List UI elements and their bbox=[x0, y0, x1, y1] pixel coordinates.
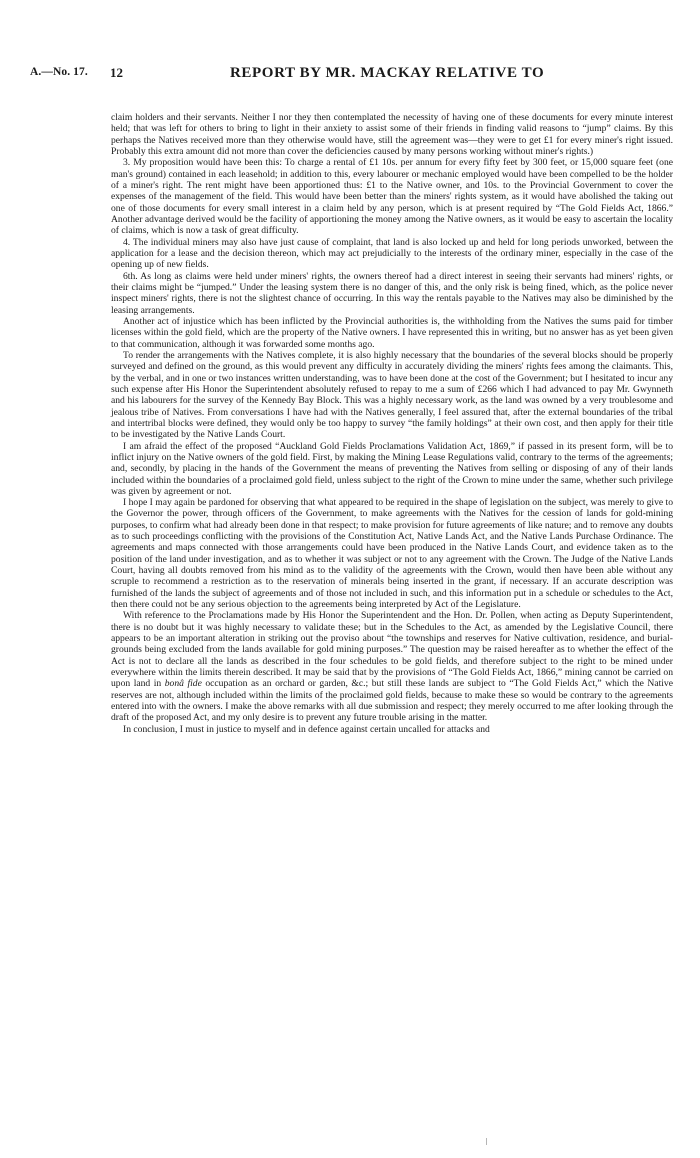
report-body bbox=[111, 112, 673, 735]
paragraph: claim holders and their servants. Neither I nor they then contemplated the necessity of having one of these documents for every minute interest held; that was left for others to bring to light in their anxiety to assist some of their friends in finding valid reasons to “jump” claims. By this perhaps the Natives received more than they otherwise would have, still the agreement was—they were to get £1 for every miner's right issued. Probably this extra amount did not more than cover the deficiencies caused by many persons working without miner's rights.) bbox=[111, 112, 673, 157]
document-reference: A.—No. 17. bbox=[30, 66, 88, 78]
paragraph: To render the arrangements with the Natives complete, it is also highly necessary that the boundaries of the several blocks should be properly surveyed and defined on the ground, as this would prevent any difficulty in accurately dividing the miners' rights fees among the claimants. This, by the verbal, and in one or two instances written understanding, was to have been done at the cost of the Government; but I hesitated to incur any such expense after His Honor the Superintendent absolutely refused to repay to me a sum of £266 which I had advanced to pay Mr. Gwynneth and his labourers for the survey of the Kennedy Bay Block. This was a highly necessary work, as the land was owned by a very troublesome and jealous tribe of Natives. From conversations I have had with the Natives generally, I feel assured that, after the external boundaries of the tribal and intertribal blocks were defined, they would only be too happy to survey “the family holdings” at their own cost, and then apply for their title to be investigated by the Native Lands Court. bbox=[111, 349, 673, 441]
paragraph: Another act of injustice which has been inflicted by the Provincial authorities is, the withholding from the Natives the sums paid for timber licenses within the gold field, which are the property of the Native owners. I have represented this in writing, but no answer has as yet been given to that communication, although it was forwarded some months ago. bbox=[111, 315, 673, 350]
page-number: 12 bbox=[110, 65, 123, 80]
paragraph bbox=[111, 610, 673, 723]
paragraph-text: occupation as an orchard or garden, &c.; but still these lands are subject to “The Gold Fields Act,” which the Native reserves are not, although included within the limits of the proclaimed gold fields, because to make these so would be contrary to the agreements entered into with the owners. I make the above remarks with all due submission and respect; they merely occurred to me after looking through the draft of the proposed Act, and my only desire is to prevent any future trouble arising in the matter. bbox=[111, 678, 673, 724]
paragraph: 4. The individual miners may also have just cause of complaint, that land is also locked up and held for long periods unworked, between the application for a lease and the decision thereon, which may act prejudicially to the interests of the ordinary miner, especially in the case of the opening up of new fields. bbox=[111, 236, 673, 271]
paragraph-text: With reference to the Proclamations made by His Honor the Superintendent and the Hon. Dr. Pollen, when acting as Deputy Superintendent, there is no doubt but it was highly necessary to validate these; but in the Schedules to the Act, as amended by the Legislative Council, there appears to be an important alteration in striking out the proviso about “the townships and reserves for Native cultivation, residence, and burial-grounds being excluded from the lands available for gold mining purposes.” The question may be raised hereafter as to whether the effect of the Act is not to declare all the lands as described in the four schedules to be gold fields, and therefore subject to the right to be mined under everywhere within the limits therein described. It may be said that by the provisions of “The Gold Fields Act, 1866,” mining cannot be carried on upon land in bbox=[111, 610, 673, 690]
italic-phrase: bonâ fide bbox=[164, 678, 202, 690]
running-title: REPORT BY MR. MACKAY RELATIVE TO bbox=[230, 65, 545, 81]
paragraph: I hope I may again be pardoned for observing that what appeared to be required in the shape of legislation on the subject, was merely to give to the Governor the power, through officers of the Government, to make agreements with the Natives for the cession of lands for gold-mining purposes, to confirm what had already been done in that respect; to make provision for future agreements of like nature; and to remove any doubts as to such proceedings conflicting with the provisions of the Constitution Act, Native Lands Act, and the Native Lands Purchase Ordinance. The agreements and maps connected with those arrangements could have been produced in the Native Lands Court, and evidence taken as to the position of the land under investigation, and as to whether it was subject or not to any agreement with the Crown. The Judge of the Native Lands Court, having all doubts removed from his mind as to the validity of the agreements with the Crown, would then have been able without any scruple to recommend a restriction as to the reservation of minerals being inserted in the grant, if necessary. If an accurate description was furnished of the lands the subject of agreements and of those not included in such, and this information put in a schedule or schedules to the Act, then there could not be any serious objection to the agreements being interpreted by Act of the Legislature. bbox=[111, 497, 673, 611]
paragraph: 6th. As long as claims were held under miners' rights, the owners thereof had a direct interest in seeing their servants had miners' rights, or their claims might be “jumped.” Under the leasing system there is no danger of this, and the only risk is being fined, which, as the police never inspect miners' rights, there is not the slightest chance of occurring. In this way the rentals payable to the Natives may also be diminished by the leasing arrangements. bbox=[111, 270, 673, 316]
paragraph: I am afraid the effect of the proposed “Auckland Gold Fields Proclamations Validation Act, 1869,” if passed in its present form, will be to inflict injury on the Native owners of the gold field. First, by making the Mining Lease Regulations valid, contrary to the terms of the agreements; and, secondly, by placing in the hands of the Government the means of preventing the Natives from selling or disposing of any of their lands included within the boundaries of a proclaimed gold field, unless subject to the right of the Crown to mine under the same, whether such privilege was given by agreement or not. bbox=[111, 440, 673, 497]
scan-mark bbox=[486, 1138, 487, 1145]
page-header bbox=[30, 66, 670, 88]
paragraph: In conclusion, I must in justice to myself and in defence against certain uncalled for attacks and bbox=[123, 723, 490, 735]
paragraph: 3. My proposition would have been this: To charge a rental of £1 10s. per annum for every fifty feet by 300 feet, or 15,000 square feet (one man's ground) contained in each leasehold; in addition to this, every labourer or mechanic employed would have been compelled to be the holder of a miner's right. The rent might have been apportioned thus: £1 to the Native owner, and 10s. to the Provincial Government to cover the expenses of the management of the field. This would have been better than the miners' rights system, as it would have abolished the taking out one of those documents for every small interest in a claim held by any person, which is at present required by “The Gold Fields Act, 1866.” Another advantage derived would be the facility of apportioning the money among the Native owners, as it would be easy to ascertain the locality of claims, which is now a task of great difficulty. bbox=[111, 157, 673, 237]
